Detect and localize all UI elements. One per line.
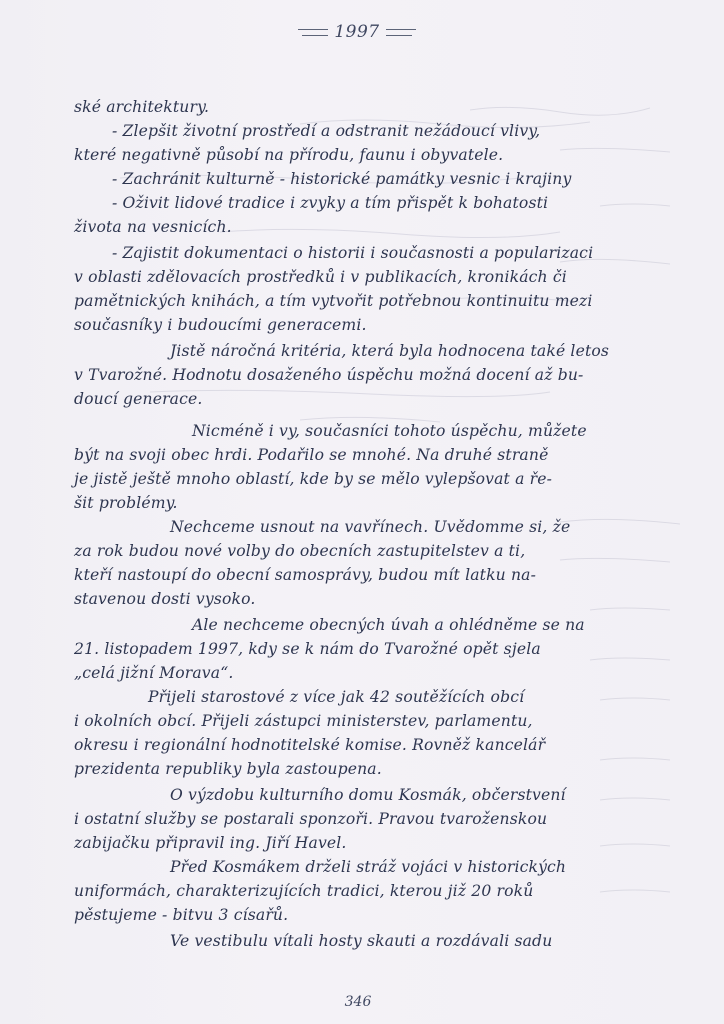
header-rule-right-top (386, 29, 416, 30)
text-line: i ostatní služby se postarali sponzoři. Pravou tvaroženskou (74, 810, 548, 828)
header-rule-right-bottom (386, 35, 412, 36)
header-year: 1997 (334, 22, 380, 42)
text-line: - Zajistit dokumentaci o historii i současnosti a popularizaci (112, 244, 594, 262)
text-line: doucí generace. (74, 390, 203, 408)
text-line: za rok budou nové volby do obecních zastupitelstev a ti, (74, 542, 526, 560)
text-line: v oblasti zdělovacích prostředků i v publikacích, kronikách či (74, 268, 567, 286)
text-line: Nechceme usnout na vavřínech. Uvědomme si, že (170, 518, 571, 536)
text-line: stavenou dosti vysoko. (74, 590, 256, 608)
text-line: Jistě náročná kritéria, která byla hodnocena také letos (170, 342, 610, 360)
text-line: být na svoji obec hrdi. Podařilo se mnohé. Na druhé straně (74, 446, 549, 464)
text-line: Přijeli starostové z více jak 42 soutěžících obcí (148, 688, 525, 706)
text-line: prezidenta republiky byla zastoupena. (74, 760, 382, 778)
text-line: v Tvarožné. Hodnotu dosaženého úspěchu možná docení až bu- (74, 366, 584, 384)
text-line: Ve vestibulu vítali hosty skauti a rozdávali sadu (170, 932, 553, 950)
header-rule-left-top (298, 29, 328, 30)
text-line: je jistě ještě mnoho oblastí, kde by se mělo vylepšovat a ře- (74, 470, 553, 488)
header-rule-left-bottom (302, 35, 328, 36)
text-line: Nicméně i vy, současníci tohoto úspěchu, můžete (192, 422, 587, 440)
text-line: - Oživit lidové tradice i zvyky a tím přispět k bohatosti (112, 194, 549, 212)
text-line: i okolních obcí. Přijeli zástupci ministerstev, parlamentu, (74, 712, 533, 730)
page-number: 346 (344, 994, 372, 1010)
text-line: kteří nastoupí do obecní samosprávy, budou mít latku na- (74, 566, 537, 584)
text-line: Ale nechceme obecných úvah a ohlédněme se na (192, 616, 585, 634)
text-line: O výzdobu kulturního domu Kosmák, občerstvení (170, 786, 566, 804)
text-line: zabijačku připravil ing. Jiří Havel. (74, 834, 347, 852)
text-line: pamětnických knihách, a tím vytvořit potřebnou kontinuitu mezi (74, 292, 593, 310)
text-line: uniformách, charakterizujících tradici, kterou již 20 roků (74, 882, 534, 900)
text-line: které negativně působí na přírodu, faunu i obyvatele. (74, 146, 504, 164)
text-line: „celá jižní Morava“. (74, 664, 234, 682)
text-line: 21. listopadem 1997, kdy se k nám do Tvarožné opět sjela (74, 640, 541, 658)
text-line: života na vesnicích. (74, 218, 232, 236)
text-line: šit problémy. (74, 494, 178, 512)
text-line: současníky i budoucími generacemi. (74, 316, 367, 334)
text-line: - Zlepšit životní prostředí a odstranit nežádoucí vlivy, (112, 122, 541, 140)
page-header (296, 14, 416, 48)
text-line: Před Kosmákem drželi stráž vojáci v historických (170, 858, 567, 876)
text-line: - Zachránit kulturně - historické památky vesnic i krajiny (112, 170, 572, 188)
text-line: ské architektury. (74, 98, 210, 116)
text-line: pěstujeme - bitvu 3 císařů. (74, 906, 289, 924)
text-line: okresu i regionální hodnotitelské komise. Rovněž kancelář (74, 736, 546, 754)
